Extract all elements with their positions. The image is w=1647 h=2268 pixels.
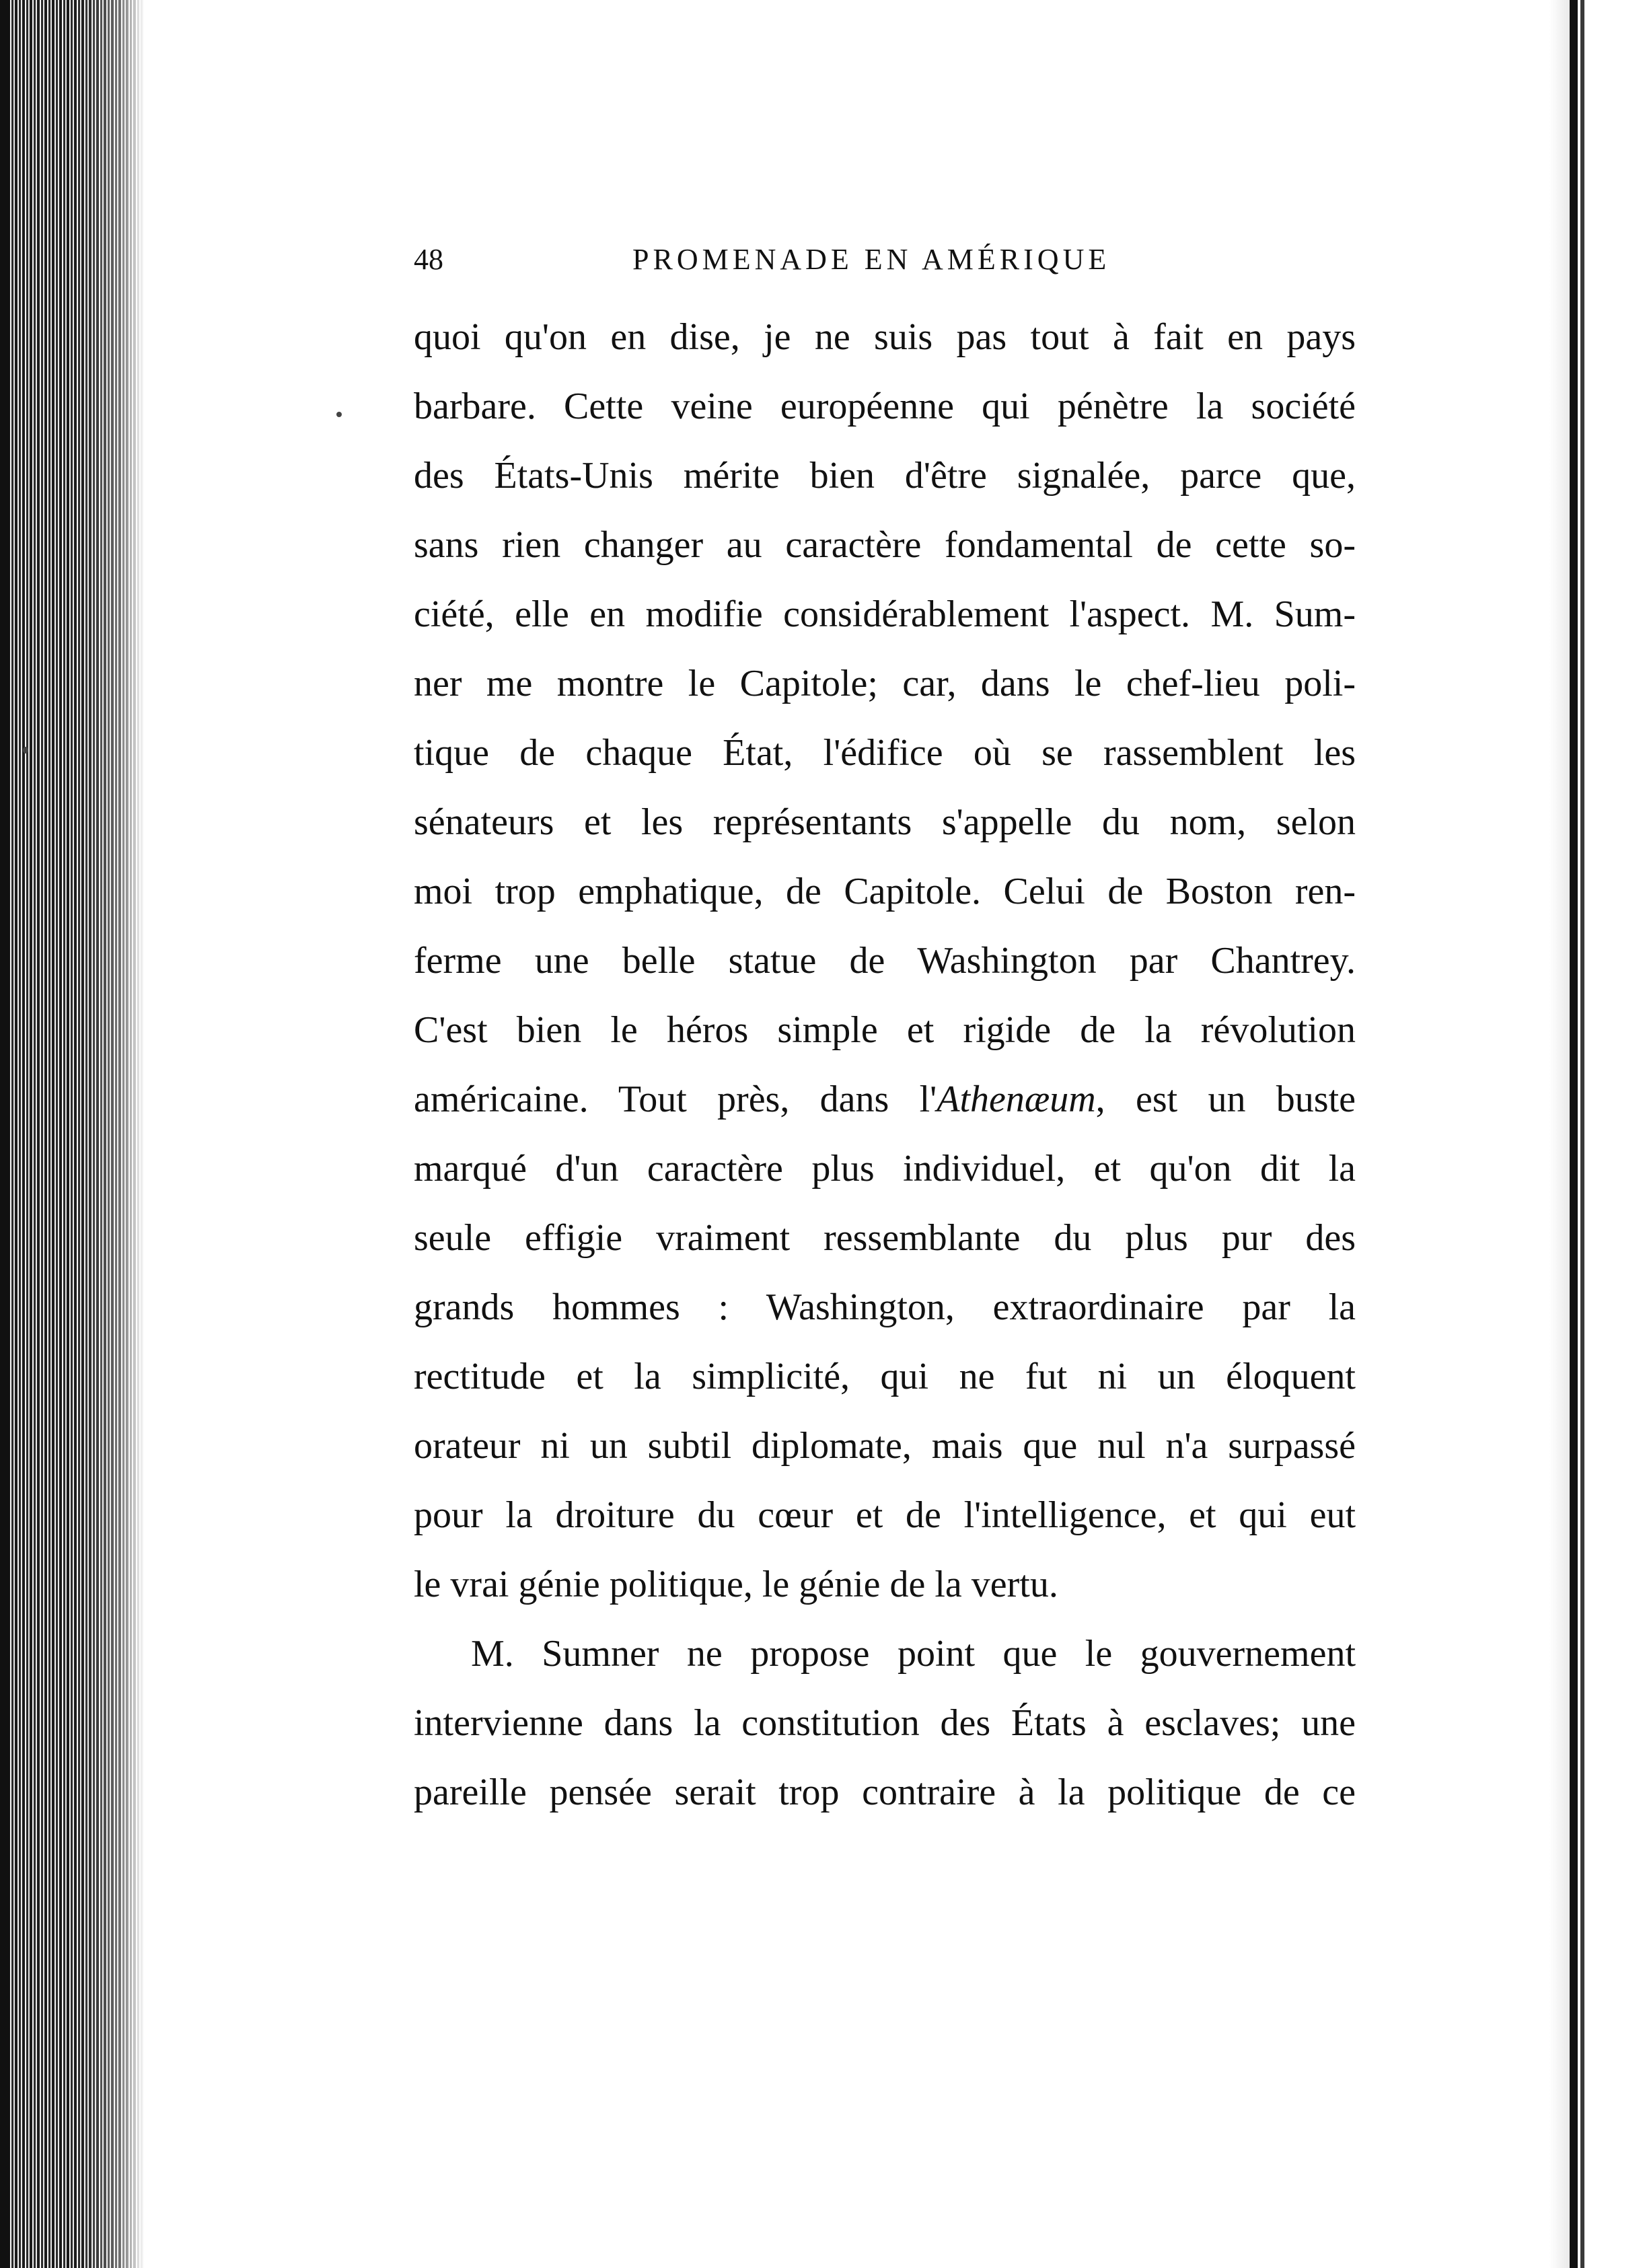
page-number: 48	[414, 243, 443, 276]
text-line: pareille pensée serait trop contraire à la politique de ce	[414, 1771, 1356, 1813]
text-line: orateur ni un subtil diplomate, mais que nul n'a surpassé	[414, 1425, 1356, 1467]
text-line-athenaeum	[414, 1065, 1356, 1134]
text-line: intervienne dans la constitution des États à esclaves; une	[414, 1702, 1356, 1744]
text-line: le vrai génie politique, le génie de la vertu.	[414, 1564, 1058, 1605]
text-line: pour la droiture du cœur et de l'intelligence, et qui eut	[414, 1494, 1356, 1536]
text-line: barbare. Cette veine européenne qui pénètre la société	[414, 386, 1356, 427]
text-line: grands hommes : Washington, extraordinaire par la	[414, 1286, 1356, 1328]
text-line: seule effigie vraiment ressemblante du plus pur des	[414, 1217, 1356, 1259]
running-head	[414, 242, 1356, 289]
text-line: C'est bien le héros simple et rigide de la révolution	[414, 1009, 1356, 1051]
text-segment: , est un buste	[1095, 1078, 1356, 1120]
text-line: rectitude et la simplicité, qui ne fut ni un éloquent	[414, 1356, 1356, 1397]
text-line: marqué d'un caractère plus individuel, et qu'on dit la	[414, 1148, 1356, 1190]
scan-left-border	[0, 0, 9, 2268]
text-line: des États-Unis mérite bien d'être signalée, parce que,	[414, 455, 1356, 497]
page-content	[414, 242, 1356, 1827]
text-line: sénateurs et les représentants s'appelle du nom, selon	[414, 801, 1356, 843]
book-right-edge	[1549, 0, 1647, 2268]
italic-title: Athenæum	[937, 1078, 1096, 1120]
running-title: PROMENADE EN AMÉRIQUE	[632, 243, 1111, 276]
text-line: ner me montre le Capitole; car, dans le chef-lieu poli-	[414, 663, 1356, 704]
paragraph-first-line: M. Sumner ne propose point que le gouvernement	[471, 1633, 1356, 1675]
text-line: tique de chaque État, l'édifice où se rassemblent les	[414, 732, 1356, 774]
book-left-edge-fade	[81, 0, 145, 2268]
text-line: sans rien changer au caractère fondamental de cette so-	[414, 524, 1356, 566]
text-line: quoi qu'on en dise, je ne suis pas tout à fait en pays	[414, 316, 1356, 358]
text-segment: américaine. Tout près, dans l'	[414, 1078, 937, 1120]
text-line: ciété, elle en modifie considérablement l'aspect. M. Sum-	[414, 593, 1356, 635]
text-line: moi trop emphatique, de Capitole. Celui de Boston ren-	[414, 871, 1356, 912]
margin-speck	[23, 747, 28, 754]
body-text	[414, 303, 1356, 1827]
text-line: ferme une belle statue de Washington par Chantrey.	[414, 940, 1356, 982]
margin-speck	[336, 412, 342, 417]
